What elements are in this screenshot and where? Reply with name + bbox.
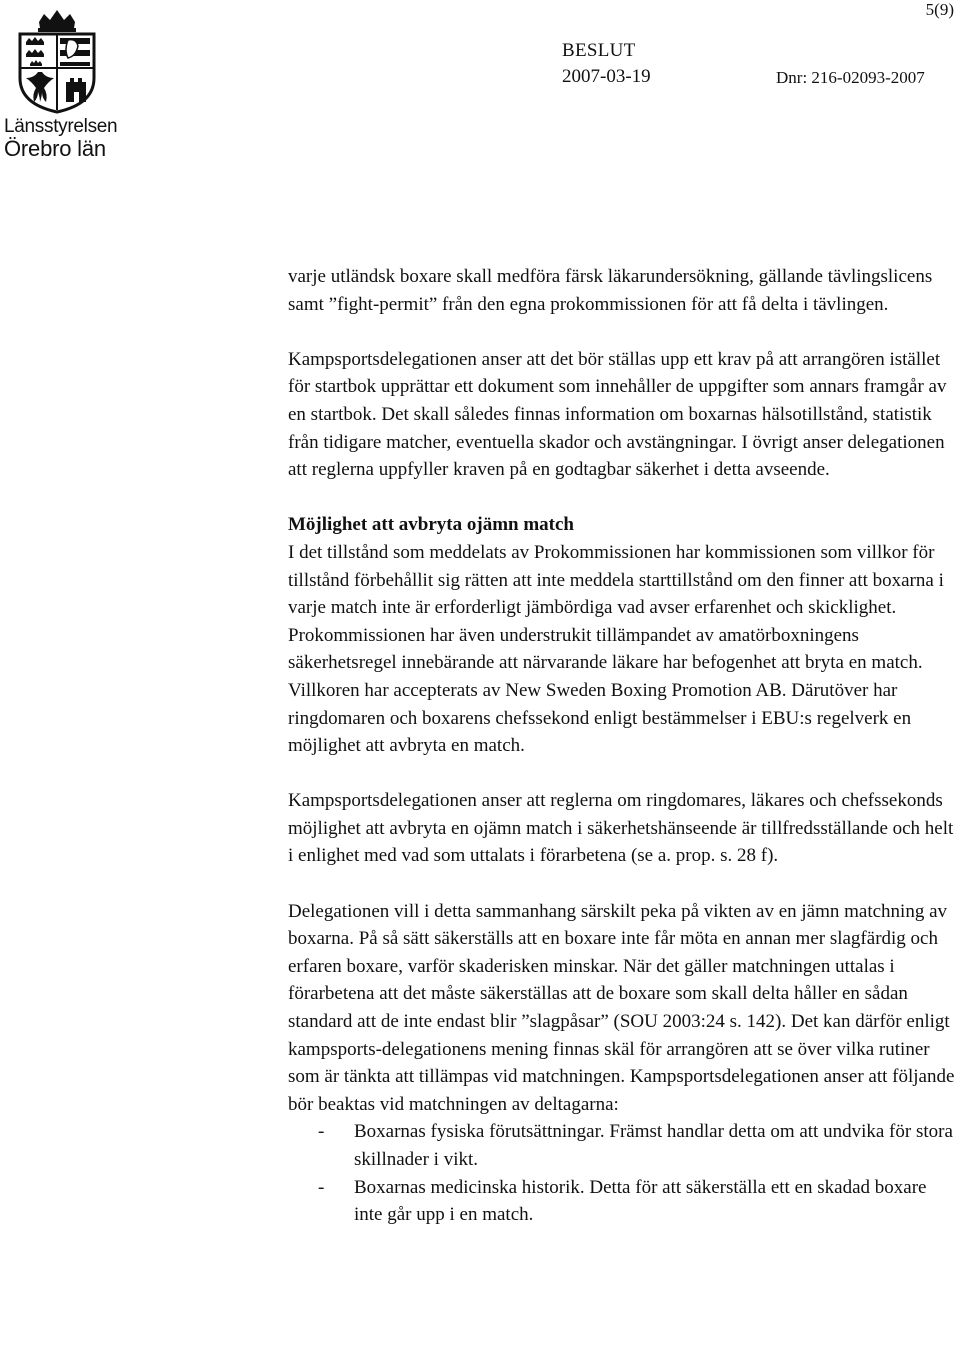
document-date: 2007-03-19	[562, 66, 651, 87]
logo-text-line1: Länsstyrelsen	[4, 116, 118, 137]
logo-text-line2: Örebro län	[4, 136, 106, 161]
coat-of-arms-icon	[14, 6, 100, 114]
bullet-list	[288, 1118, 956, 1228]
section	[288, 511, 956, 759]
paragraph: Delegationen vill i detta sammanhang särskilt peka på vikten av en jämn matchning av boxarna. På så sätt säkerställs att en boxare inte får möta en annan mer slagfärdig och erfaren boxare, varför skaderisken minskar. När det gäller matchningen uttalas i förarbetena att det måste säkerställas att de boxare som skall delta håller en sådan standard att de inte endast blir ”slagpåsar” (SOU 2003:24 s. 142). Det kan därför enligt kampsports-delegationens mening finnas skäl för arrangören att se över vilka rutiner som är tänkta att tillämpas vid matchningen. Kampsportsdelegationen anser att följande bör beaktas vid matchningen av deltagarna:	[288, 900, 955, 1115]
paragraph: varje utländsk boxare skall medföra färsk läkarundersökning, gällande tävlingslicens samt ”fight-permit” från den egna prokommissionen för att få delta i tävlingen.	[288, 266, 933, 315]
document-body	[288, 263, 956, 1229]
bullet-marker: -	[318, 1121, 325, 1143]
document-reference-number: Dnr: 216-02093-2007	[776, 68, 925, 87]
page-number: 5(9)	[925, 0, 954, 19]
section-heading: Möjlighet att avbryta ojämn match	[288, 514, 575, 536]
list-item-text: Boxarnas medicinska historik. Detta för att säkerställa ett en skadad boxare inte går upp i en match.	[354, 1176, 927, 1226]
list-item-text: Boxarnas fysiska förutsättningar. Främst handlar detta om att undvika för stora skillnader i vikt.	[354, 1121, 953, 1170]
paragraph: Kampsportsdelegationen anser att det bör ställas upp ett krav på att arrangören istället för startbok upprättar ett dokument som innehåller de uppgifter som annars framgår av en startbok. Det skall således finnas information om boxarnas hälsotillstånd, statistik från tidigare matcher, eventuella skador och avstängningar. I övrigt anser delegationen att reglerna uppfyller kraven på en godtagbar säkerhet i detta avseende.	[288, 348, 947, 481]
list-item	[288, 1174, 956, 1229]
bullet-marker: -	[318, 1176, 325, 1198]
paragraph: Kampsportsdelegationen anser att reglerna om ringdomares, läkares och chefssekonds möjlighet att avbryta en ojämn match i säkerhetshänseende är tillfredsställande och helt i enlighet med vad som uttalats i förarbetena (se a. prop. s. 28 f).	[288, 790, 954, 867]
document-type: BESLUT	[562, 40, 636, 61]
agency-logo	[0, 0, 118, 170]
list-item	[288, 1118, 956, 1173]
paragraph: I det tillstånd som meddelats av Prokommissionen har kommissionen som villkor för tillstånd förbehållit sig rätten att inte meddela starttillstånd om den finner att boxarna i varje match inte är erforderligt jämbördiga vad avser erfarenhet och skicklighet. Prokommissionen har även understrukit tillämpandet av amatörboxningens säkerhetsregel innebärande att närvarande läkare har befogenhet att bryta en match. Villkoren har accepterats av New Sweden Boxing Promotion AB. Därutöver har ringdomaren och boxarens chefssekond enligt bestämmelser i EBU:s regelverk en möjlighet att avbryta en match.	[288, 541, 944, 757]
